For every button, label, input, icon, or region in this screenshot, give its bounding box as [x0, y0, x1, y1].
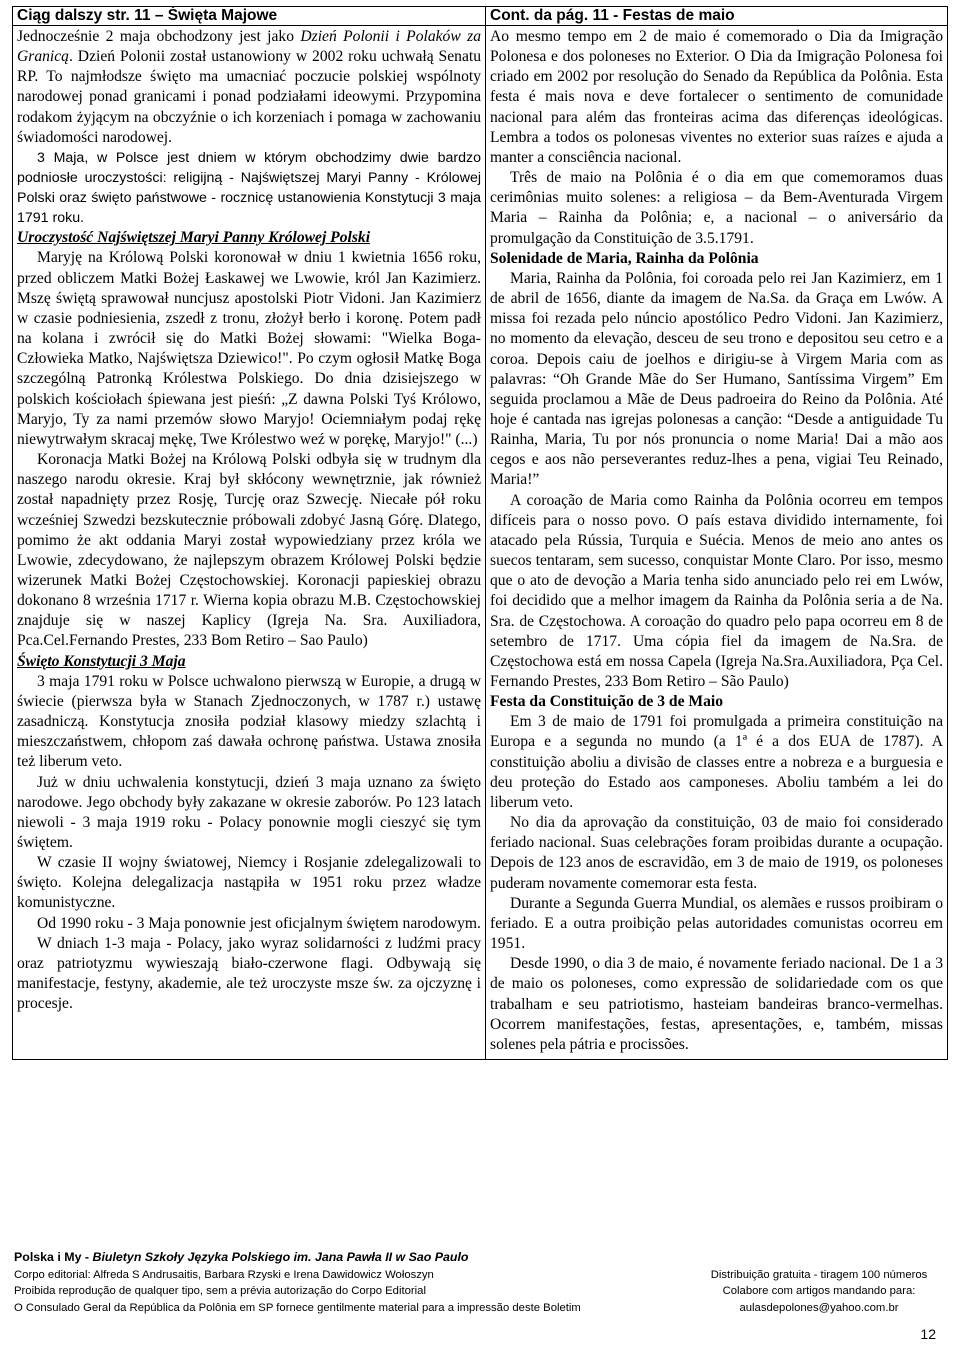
portuguese-paragraph: [490, 954, 943, 1055]
footer-title-plain: Polska i My -: [14, 1250, 93, 1264]
portuguese-text-run: Durante a Segunda Guerra Mundial, os alemães e russos proibiram o feriado. E a outra proibição pelas autoridades comunistas ocorreu em 1951.: [490, 894, 943, 953]
footer-row-1: [14, 1267, 944, 1284]
polish-emphasis: Dzień Polonii i Polaków za Granicą: [17, 28, 481, 66]
portuguese-paragraph: [490, 27, 943, 168]
polish-paragraph: [17, 450, 481, 652]
portuguese-paragraph: [490, 491, 943, 693]
portuguese-article-body: [486, 26, 947, 1059]
footer-distribution: Distribuição gratuita - tiragem 100 números: [710, 1268, 928, 1281]
page-number: 12: [920, 1326, 936, 1342]
footer-email[interactable]: aulasdepolones@yahoo.com.br: [739, 1301, 899, 1314]
portuguese-paragraph: [490, 712, 943, 813]
polish-paragraph: [17, 148, 481, 228]
footer-editorial: Corpo editorial: Alfreda S Andrusaitis, Barbara Rzyski e Irena Dawidowicz Wołoszyn: [14, 1268, 434, 1281]
portuguese-text-run: A coroação de Maria como Rainha da Polônia ocorreu em tempos difíceis para o nosso povo. O país estava dividido internamente, foi atacado pela Rússia, Turquia e Suécia. Menos de meio ano antes os suecos tentaram, sem sucesso, conquistar Monte Claro. Por isso, mesmo que o ato de devoção a Maria tenha sido anunciado pelo rei em Lwów, foi decidido que a melhor imagem da Rainha da Polônia seria a de Na. Sra. de Częstochowa. A coroação do quadro pelo papa ocorreu em 8 de setembro de 1717. Uma cópia fiel da imagem de Na.Sra. de Częstochowa está em nossa Capela (Igreja Na.Sra.Auxiliadora, Pça Cel. Fernando Prestes, 233 Bom Retiro – São Paulo): [490, 491, 943, 690]
polish-column: [12, 6, 486, 1060]
footer-row-2: [14, 1283, 944, 1300]
portuguese-text-run: Ao mesmo tempo em 2 de maio é comemorado o Dia da Imigração Polonesa e dos poloneses no Exterior. O Dia da Imigração Polonesa foi criado em 2002 por resolução do Senado da República da Polônia. Esta festa é mais nova e deve fortalecer o sentimento de comunidade nacional para além das fronteiras acima das diferenças ideológicas. Lembra a todos os polonesas viventes no exterior suas raízes e ajuda a manter a consciência nacional.: [490, 28, 943, 166]
polish-text-run: Koronacja Matki Bożej na Królową Polski odbyła się w trudnym dla naszego narodu okresie. Kraj był skłócony wewnętrznie, jak również został napadnięty przez Rosję, Turcję oraz Szwecję. Niecałe pół roku wcześniej Szwedzi bezskutecznie próbowali zdobyć Jasną Górę. Dlatego, pomimo że akt oddania Maryi został wypowiedziany przez króla we Lwowie, zdecydowano, że najlepszym obrazem Królowej Polski będzie wizerunek Matki Bożej Częstochowskiej. Koronacji papieskiej obrazu dokonano 8 września 1717 r. Wierna kopia obrazu M.B. Częstochowskiej znajduje się w naszej Kaplicy (Igreja Na. Sra. Auxiliadora, Pca.Cel.Fernando Prestes, 233 Bom Retiro – Sao Paulo): [17, 451, 481, 650]
article-columns: [12, 6, 948, 1060]
polish-text-run: 3 maja 1791 roku w Polsce uchwalono pierwszą w Europie, a drugą w świecie (pierwsza była w Stanach Zjednoczonych, w 1787 r.) ustawę zasadniczą. Konstytucja znosiła podział klasowy miedzy szlachtą i mieszczaństwem, chłopom zaś dawała ochronę państwa. Ustawa znosiła też liberum veto.: [17, 672, 481, 771]
polish-text-run: Maryję na Królową Polski koronował w dniu 1 kwietnia 1656 roku, przed obliczem Matki Bożej Łaskawej we Lwowie, król Jan Kazimierz. Mszę świętą sprawował nuncjusz apostolski Piotr Vidoni. Jan Kazimierz w czasie podniesienia, zszedł z tronu, złożył berło i koronę. Potem padł na kolana i zwrócił się do Matki Bożej słowami: "Wielka Boga-Człowieka Matko, Najświętsza Dziewico!". Po czym ogłosił Matkę Boga szczególną Patronką Królestwa Polskiego. Do dnia dzisiejszego w polskich kościołach śpiewana jest pieśń: „Z dawna Polski Tyś Królowo, Maryjo, Ty za nami przemów słowo Maryjo! Ociemniałym podaj rękę niewytrwałym skracaj mękę, Twe Królestwo weź w porękę, Maryjo!" (...): [17, 249, 481, 448]
polish-paragraph: [17, 672, 481, 773]
polish-text-run: Od 1990 roku - 3 Maja ponownie jest oficjalnym świętem narodowym.: [37, 914, 481, 932]
polish-text-run: 3 Maja, w Polsce jest dniem w którym obchodzimy dwie bardzo podniosłe uroczystości: religijną - Najświętszej Maryi Panny - Królowej Polski oraz święto państwowe - rocznicę ustanowienia Konstytucji 3 maja 1791 roku.: [17, 149, 481, 227]
polish-paragraph: [17, 853, 481, 913]
portuguese-section-heading: Festa da Constituição de 3 de Maio: [490, 693, 724, 711]
polish-paragraph: [17, 773, 481, 854]
portuguese-paragraph: [490, 269, 943, 491]
polish-text-run: Jednocześnie 2 maja obchodzony jest jako: [17, 28, 301, 45]
polish-paragraph: [17, 27, 481, 148]
polish-paragraph: [17, 914, 481, 934]
polish-text-run: Już w dniu uchwalenia konstytucji, dzień 3 maja uznano za święto narodowe. Jego obchody były zakazane w okresie zaborów. Po 123 latach niewoli - 3 maja 1919 roku - Polacy ponownie mogli cieszyć się tym świętem.: [17, 773, 481, 851]
portuguese-column: [486, 6, 948, 1060]
polish-text-run: W czasie II wojny światowej, Niemcy i Rosjanie zdelegalizowali to święto. Kolejna delegalizacja nastąpiła w 1951 roku przez władze komunistyczne.: [17, 854, 481, 912]
portuguese-text-run: Desde 1990, o dia 3 de maio, é novamente feriado nacional. De 1 a 3 de maio os poloneses, como expressão de solidariedade com os que trabalham e seu patriotismo, hasteiam bandeiras branco-vermelhas. Ocorrem manifestações, festas, apresentações, e, também, missas solenes pela pátria e procissões.: [490, 955, 943, 1053]
portuguese-text-run: Em 3 de maio de 1791 foi promulgada a primeira constituição na Europa e a segunda no mundo (a 1ª é a dos EUA de 1787). A constituição aboliu a divisão de classes entre a nobreza e a burguesia e deu proteção do Estado aos camponeses. Aboliu também a lei do liberum veto.: [490, 713, 943, 811]
portuguese-text-run: Maria, Rainha da Polônia, foi coroada pelo rei Jan Kazimierz, em 1 de abril de 1656, diante da imagem de Na.Sa. da Graça em Lwów. A missa foi rezada pelo núncio apostólico Pedro Vidoni. Jan Kazimierz, no momento da elevação, desceu de seu trono e depositou seu cetro e a coroa. Depois caiu de joelhos e dirigiu-se à Virgem Maria com as palavras: “Oh Grande Mãe do Ser Humano, Santíssima Virgem” Em seguida proclamou a Mãe de Deus padroeira do Reino da Polônia. Até hoje é cantada nas igrejas polonesas a canção: “Desde a antiguidade Tu Rainha, Maria, Tu por nós pronuncia o nome Maria! Dai a mão aos cegos e aos não perseverantes reduz-lhes a pena, vigiai Teu Reinado, Maria!”: [490, 269, 943, 489]
footer-collaborate: Colabore com artigos mandando para:: [722, 1285, 916, 1298]
footer-prohibition: Proibida reprodução de qualquer tipo, sem a prévia autorização do Corpo Editorial: [14, 1285, 426, 1298]
portuguese-paragraph: [490, 894, 943, 954]
newsletter-footer: [14, 1249, 944, 1316]
footer-title: [14, 1249, 944, 1266]
footer-row-3: [14, 1300, 944, 1317]
portuguese-text-run: Três de maio na Polônia é o dia em que comemoramos duas cerimônias muito solenes: a religiosa – da Bem-Aventurada Virgem Maria – Rainha da Polônia; e, a nacional – o aniversário da promulgação da Constituição de 3.5.1791.: [490, 169, 943, 247]
polish-section-heading: Święto Konstytucji 3 Maja: [17, 652, 186, 670]
portuguese-paragraph: [490, 168, 943, 249]
polish-paragraph: [17, 934, 481, 1015]
portuguese-column-header: Cont. da pág. 11 - Festas de maio: [486, 6, 947, 26]
footer-title-italic: Biuletyn Szkoły Języka Polskiego im. Jana Pawła II w Sao Paulo: [92, 1250, 469, 1264]
polish-article-body: [13, 26, 485, 1018]
polish-section-heading: Uroczystość Najświętszej Maryi Panny Królowej Polski: [17, 229, 371, 247]
portuguese-paragraph: [490, 813, 943, 894]
portuguese-text-run: No dia da aprovação da constituição, 03 de maio foi considerado feriado nacional. Suas celebrações foram proibidas durante a ocupação. Depois de 123 anos de escravidão, em 3 de maio de 1919, os poloneses puderam novamente comemorar esta festa.: [490, 814, 943, 892]
portuguese-section-heading: Solenidade de Maria, Rainha da Polônia: [490, 249, 759, 267]
footer-consulate: O Consulado Geral da República da Polônia em SP fornece gentilmente material para a impressão deste Boletim: [14, 1301, 581, 1314]
newsletter-page: [12, 6, 948, 1060]
polish-paragraph: [17, 248, 481, 450]
polish-text-run: . Dzień Polonii został ustanowiony w 2002 roku uchwałą Senatu RP. To najmłodsze święto ma umacniać poczucie polskiej wspólnoty narodowej ponad granicami i ponad podziałami ideowymi. Przypomina rodakom żyjącym na obczyźnie o ich korzeniach i pomaga w zachowaniu świadomości narodowej.: [17, 48, 481, 146]
polish-text-run: W dniach 1-3 maja - Polacy, jako wyraz solidarności z ludźmi pracy oraz patriotyzmu wywieszają biało-czerwone flagi. Odbywają się manifestacje, festyny, akademie, ale też uroczyste msze św. za ojczyznę i procesje.: [17, 934, 481, 1013]
polish-column-header: Ciąg dalszy str. 11 – Święta Majowe: [13, 6, 485, 26]
